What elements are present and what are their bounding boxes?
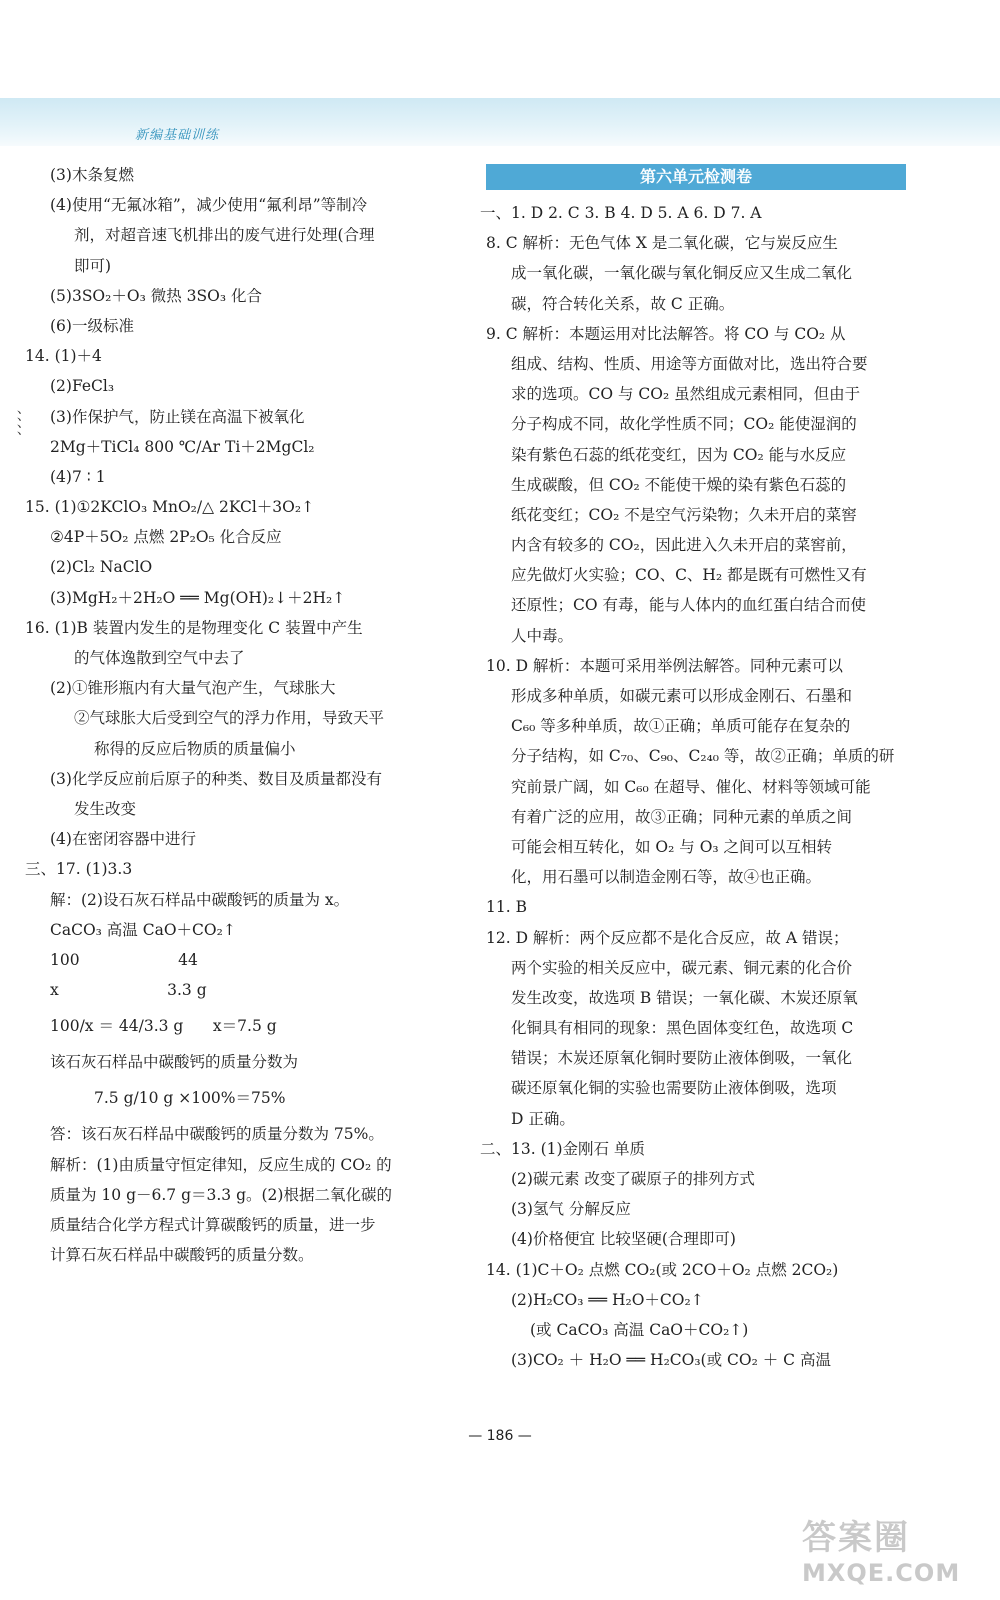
answer-line: (3)氢气 分解反应 xyxy=(511,1200,631,1219)
solution-line: 解：(2)设石灰石样品中碳酸钙的质量为 x。 xyxy=(50,890,350,909)
equation-line: (2)H₂CO₃ ══ H₂O＋CO₂↑ xyxy=(511,1290,704,1309)
equation-line: 14. (1)C＋O₂ 点燃 CO₂(或 2CO＋O₂ 点燃 2CO₂) xyxy=(486,1260,839,1279)
analysis-line: 质量为 10 g－6.7 g＝3.3 g。(2)根据二氧化碳的 xyxy=(50,1185,392,1204)
answer-line: 称得的反应后物质的质量偏小 xyxy=(94,739,296,758)
answer-line: 剂，对超音速飞机排出的废气进行处理(合理 xyxy=(74,226,375,245)
analysis-line: 人中毒。 xyxy=(511,626,574,645)
analysis-line: 计算石灰石样品中碳酸钙的质量分数。 xyxy=(50,1246,314,1265)
question-16-line: 16. (1)B 装置内发生的是物理变化 C 装置中产生 xyxy=(25,618,363,637)
analysis-line: 求的选项。CO 与 CO₂ 虽然组成元素相同，但由于 xyxy=(511,385,861,404)
analysis-line: 生成碳酸，但 CO₂ 不能使干燥的染有紫色石蕊的 xyxy=(511,475,847,494)
answer-line: (2)Cl₂ NaClO xyxy=(50,558,153,577)
analysis-line: 8. C 解析：无色气体 X 是二氧化碳，它与炭反应生 xyxy=(486,234,838,253)
header-band xyxy=(0,98,1000,146)
question-14-line: 14. (1)＋4 xyxy=(25,347,102,366)
calc-line: x 3.3 g xyxy=(50,981,207,1000)
answer-line: 发生改变 xyxy=(74,799,137,818)
equation-line: (3)MgH₂＋2H₂O ══ Mg(OH)₂↓＋2H₂↑ xyxy=(50,588,346,607)
equation-line: (3)CO₂ ＋ H₂O ══ H₂CO₃(或 CO₂ ＋ C 高温 xyxy=(511,1351,831,1370)
analysis-line: 有着广泛的应用，故③正确；同种元素的单质之间 xyxy=(511,807,853,826)
analysis-line: 解析：(1)由质量守恒定律知，反应生成的 CO₂ 的 xyxy=(50,1155,392,1174)
answer-line: ②气球胀大后受到空气的浮力作用，导致天平 xyxy=(74,709,385,728)
analysis-line: 内含有较多的 CO₂，因此进入久未开启的菜窖前， xyxy=(511,536,857,555)
analysis-line: 还原性；CO 有毒，能与人体内的血红蛋白结合而使 xyxy=(511,596,866,615)
equation-line: (或 CaCO₃ 高温 CaO＋CO₂↑) xyxy=(530,1320,749,1339)
margin-marks: 、、、、 xyxy=(6,410,22,445)
analysis-line: 错误；木炭还原氧化铜时要防止液体倒吸，一氧化 xyxy=(511,1049,853,1068)
percent-line: 7.5 g/10 g ×100%＝75% xyxy=(94,1089,286,1108)
answer-line: (3)化学反应前后原子的种类、数目及质量都没有 xyxy=(50,769,382,788)
analysis-line: 成一氧化碳，一氧化碳与氧化铜反应又生成二氧化 xyxy=(511,264,853,283)
watermark-text: 答案圈 xyxy=(802,1518,910,1558)
answer-line: (4)使用“无氟冰箱”，减少使用“氟利昂”等制冷 xyxy=(50,196,368,215)
analysis-line: 质量结合化学方程式计算碳酸钙的质量，进一步 xyxy=(50,1216,376,1234)
analysis-line: 化，用石墨可以制造金刚石等，故④也正确。 xyxy=(511,868,822,887)
analysis-line: 染有紫色石蕊的纸花变红，因为 CO₂ 能与水反应 xyxy=(511,445,847,464)
answer-line: 该石灰石样品中碳酸钙的质量分数为 xyxy=(50,1053,299,1072)
equation-line: CaCO₃ 高温 CaO＋CO₂↑ xyxy=(50,920,236,939)
answer-line: (4)在密闭容器中进行 xyxy=(50,830,196,849)
analysis-line: 分子构成不同，故化学性质不同；CO₂ 能使湿润的 xyxy=(511,415,857,434)
equation-line: ②4P＋5O₂ 点燃 2P₂O₅ 化合反应 xyxy=(50,528,282,547)
answer-line: (2)碳元素 改变了碳原子的排列方式 xyxy=(511,1170,755,1188)
answer-line: (2)FeCl₃ xyxy=(50,377,115,396)
analysis-line: D 正确。 xyxy=(511,1109,575,1128)
analysis-line: 分子结构，如 C₇₀、C₉₀、C₂₄₀ 等，故②正确；单质的研 xyxy=(511,747,895,766)
answer-line: (4)价格便宜 比较坚硬(合理即可) xyxy=(511,1230,736,1249)
series-brand: 新编基础训练 xyxy=(135,128,220,143)
watermark-url: MXQE.COM xyxy=(802,1559,961,1587)
answer-line: (6)一级标准 xyxy=(50,316,134,335)
equation-line: (5)3SO₂＋O₃ 微热 3SO₃ 化合 xyxy=(50,286,262,305)
answer-line: (3)作保护气，防止镁在高温下被氧化 xyxy=(50,407,305,426)
unit-title: 第六单元检测卷 xyxy=(486,164,906,190)
analysis-line: 可能会相互转化，如 O₂ 与 O₃ 之间可以互相转 xyxy=(511,837,833,856)
page-number: — 186 — xyxy=(468,1428,532,1444)
answer-line: (2)①锥形瓶内有大量气泡产生，气球胀大 xyxy=(50,679,336,698)
analysis-line: 发生改变，故选项 B 错误；一氧化碳、木炭还原氧 xyxy=(511,988,858,1007)
right-column xyxy=(480,160,906,1375)
calc-line: 100 44 xyxy=(50,950,198,969)
analysis-line: 究前景广阔，如 C₆₀ 在超导、催化、材料等领域可能 xyxy=(511,777,871,796)
question-15-line: 15. (1)①2KClO₃ MnO₂/△ 2KCl＋3O₂↑ xyxy=(25,498,315,517)
analysis-line: 12. D 解析：两个反应都不是化合反应，故 A 错误； xyxy=(486,928,849,947)
analysis-line: C₆₀ 等多种单质，故①正确；单质可能存在复杂的 xyxy=(511,717,851,736)
analysis-line: 两个实验的相关反应中，碳元素、铜元素的化合价 xyxy=(511,958,853,977)
analysis-line: 应先做灯火实验；CO、C、H₂ 都是既有可燃性又有 xyxy=(511,566,867,585)
analysis-line: 碳还原氧化铜的实验也需要防止液体倒吸，选项 xyxy=(511,1079,837,1098)
answer-line: 即可) xyxy=(74,256,112,275)
answer-line: (3)木条复燃 xyxy=(50,166,134,184)
analysis-line: 10. D 解析：本题可采用举例法解答。同种元素可以 xyxy=(486,656,843,675)
conclusion-line: 答：该石灰石样品中碳酸钙的质量分数为 75%。 xyxy=(50,1125,384,1144)
answer-line: 11. B xyxy=(486,898,527,917)
left-column xyxy=(25,160,462,1270)
choice-answers-line: 一、1. D 2. C 3. B 4. D 5. A 6. D 7. A xyxy=(480,204,762,222)
analysis-line: 9. C 解析：本题运用对比法解答。将 CO 与 CO₂ 从 xyxy=(486,324,846,343)
section-3-line: 三、17. (1)3.3 xyxy=(25,860,133,879)
answer-line: (4)7 ∶ 1 xyxy=(50,467,106,486)
equation-line: 2Mg＋TiCl₄ 800 ℃/Ar Ti＋2MgCl₂ xyxy=(50,437,315,456)
analysis-line: 形成多种单质，如碳元素可以形成金刚石、石墨和 xyxy=(511,687,853,705)
watermark-logo xyxy=(802,1510,972,1590)
answer-line: 的气体逸散到空气中去了 xyxy=(74,649,245,667)
analysis-line: 纸花变红；CO₂ 不是空气污染物；久未开启的菜窖 xyxy=(511,505,857,524)
analysis-line: 碳，符合转化关系，故 C 正确。 xyxy=(511,294,735,313)
analysis-line: 化铜具有相同的现象：黑色固体变红色，故选项 C xyxy=(511,1019,854,1038)
proportion-line: 100/x ＝ 44/3.3 g x＝7.5 g xyxy=(50,1017,277,1036)
analysis-line: 组成、结构、性质、用途等方面做对比，选出符合要 xyxy=(511,354,868,373)
section-2-line: 二、13. (1)金刚石 单质 xyxy=(480,1139,645,1158)
